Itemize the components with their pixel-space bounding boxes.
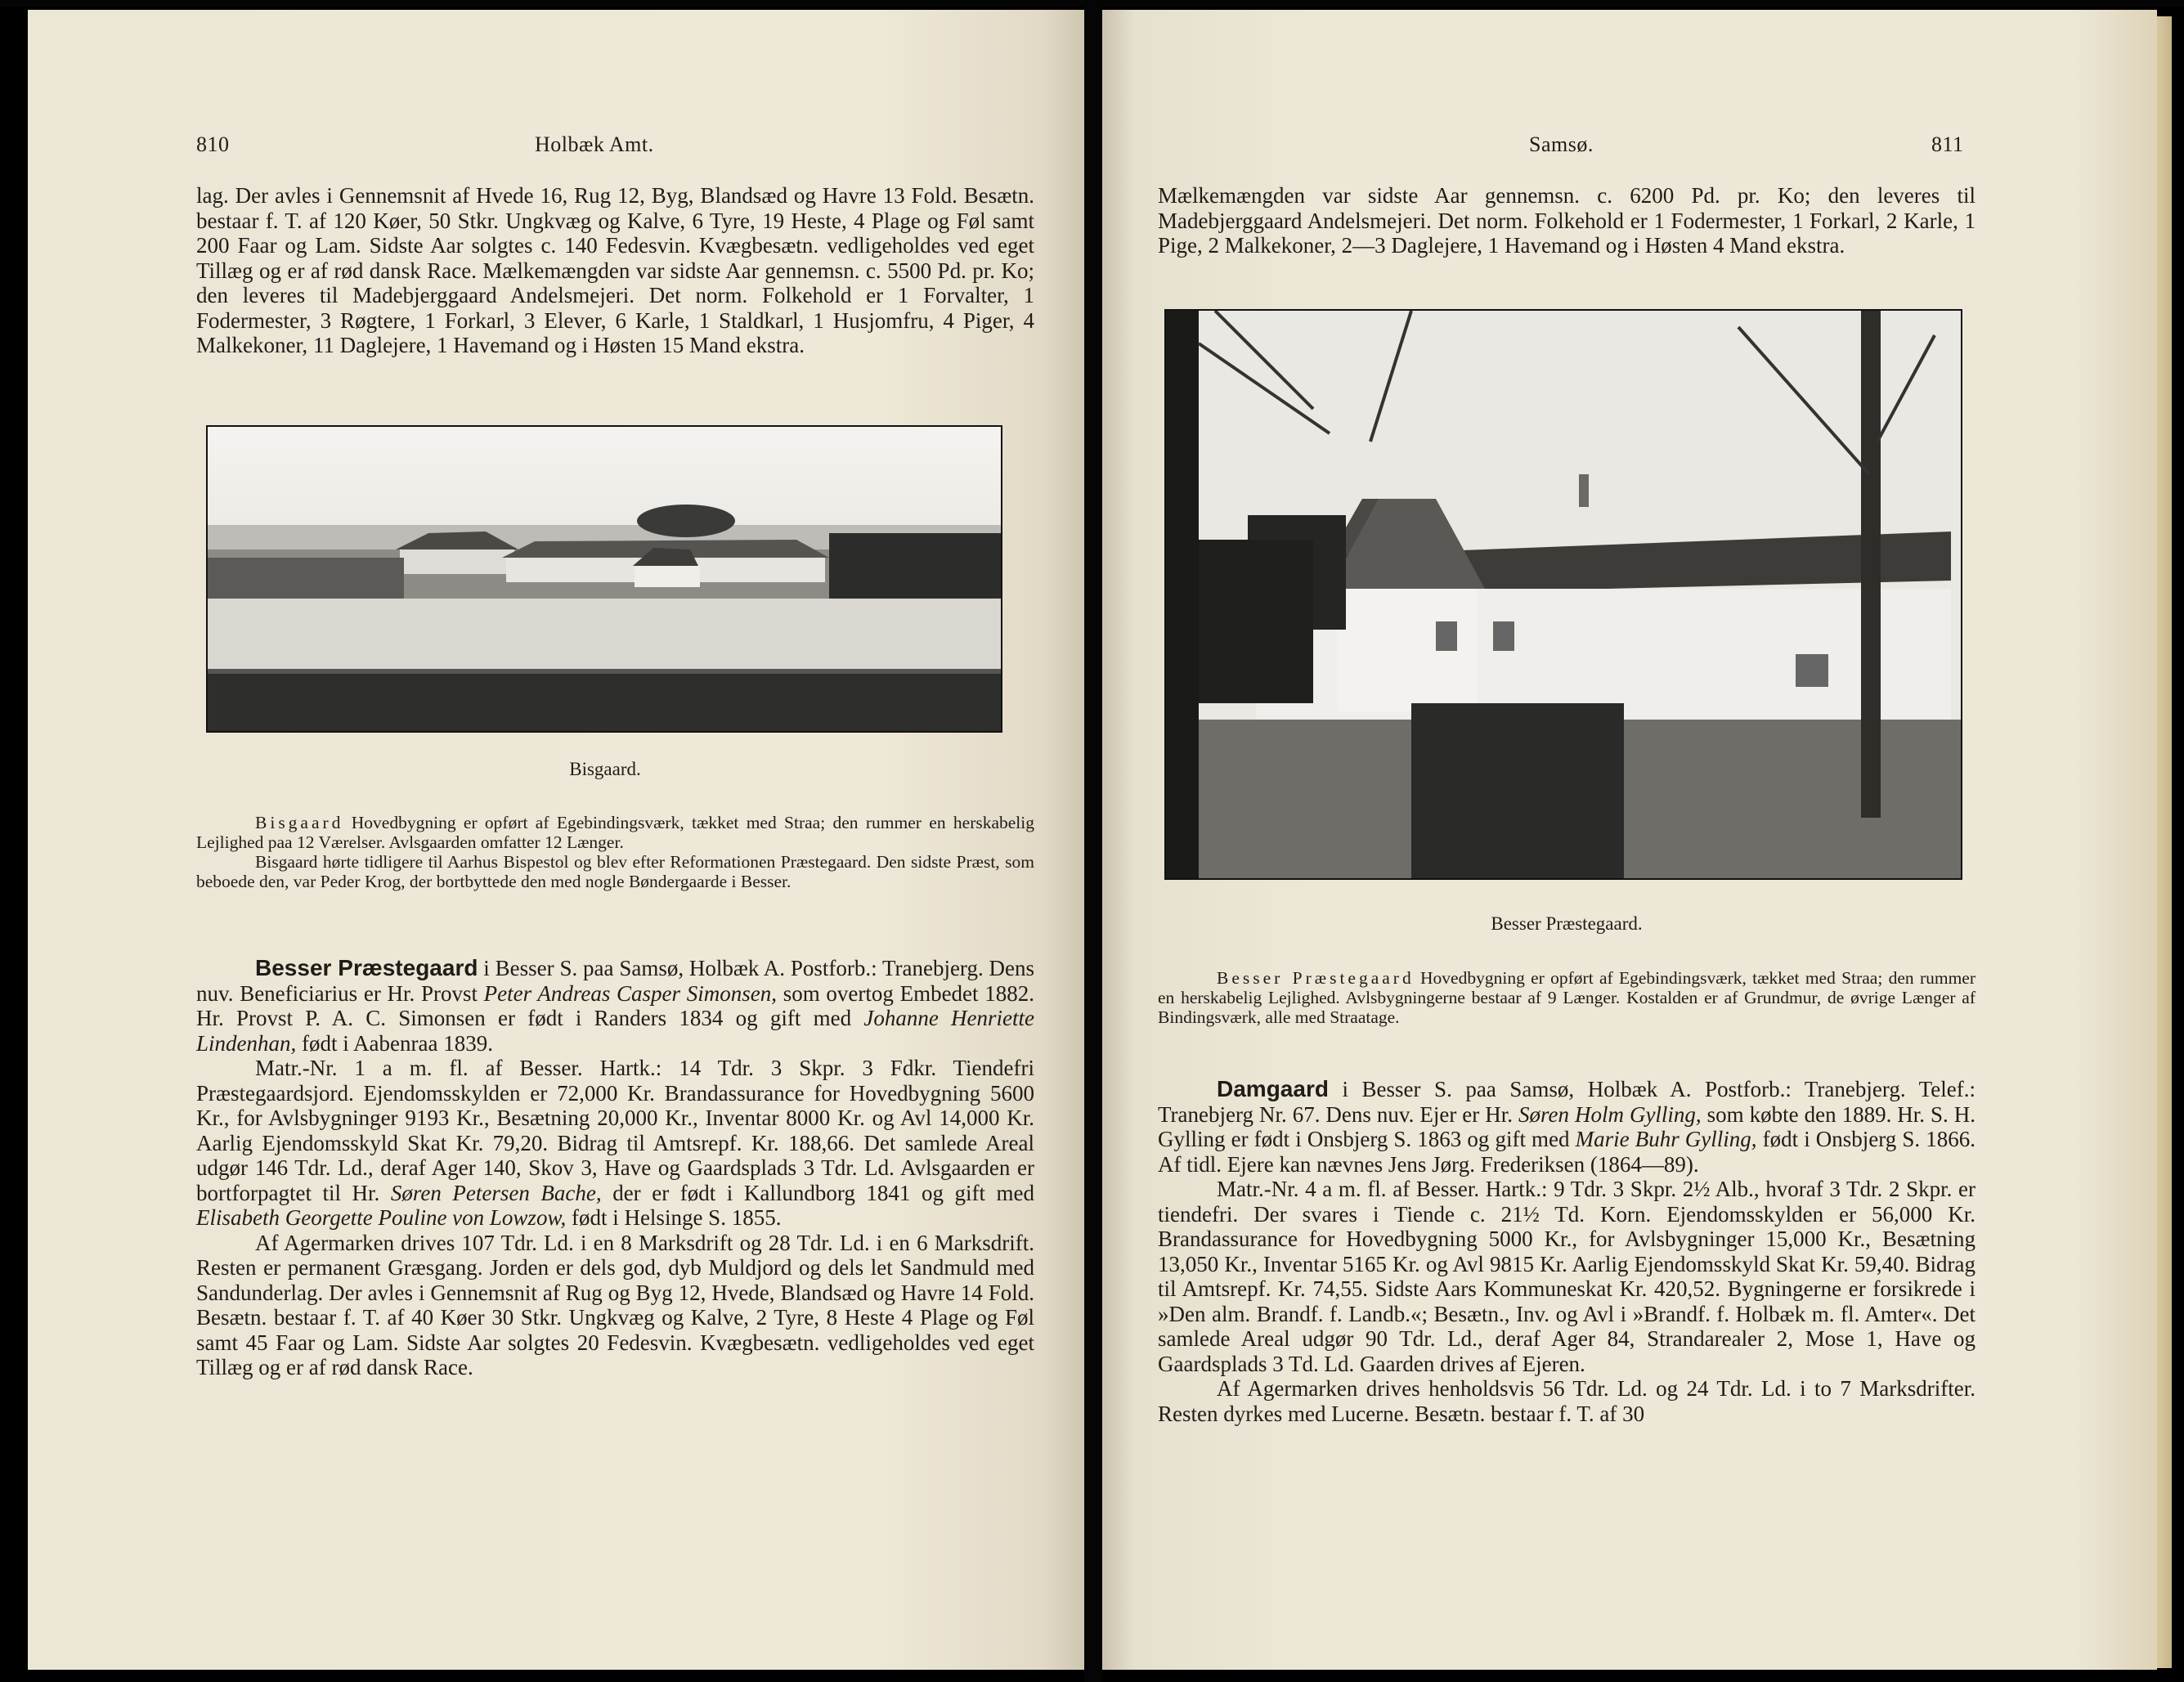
note-text: Hovedbygning er opført af Egebindingsværk, tækket med Straa; den rummer en herskabelig Lejlighed paa 12 Værelser. Avlsgaarden omfatter 12 Længer. bbox=[196, 813, 1035, 852]
person-name: Søren Holm Gylling, bbox=[1518, 1101, 1702, 1127]
entry-text: Af Agermarken drives henholdsvis 56 Tdr. Ld. og 24 Tdr. Ld. i to 7 Marksdrifter. Resten dyrkes med Lucerne. Besætn. bestaar f. T. af 30 bbox=[1158, 1376, 1975, 1426]
entry-text: der er født i Kallundborg 1841 og gift med bbox=[612, 1180, 1035, 1205]
bisgaard-photo bbox=[206, 425, 1002, 733]
running-head: Holbæk Amt. bbox=[535, 132, 654, 156]
entry-text: som overtog Embedet 1882. Hr. Provst P. A. C. Simonsen er født i Randers 1834 og gift med bbox=[196, 980, 1034, 1030]
entry-text: født i Onsbjerg S. 1866. Af tidl. Ejere kan nævnes Jens Jørg. Frederiksen (1864—89). bbox=[1158, 1127, 1975, 1177]
person-name: Peter Andreas Casper Simonsen, bbox=[483, 980, 777, 1006]
book-spine bbox=[1084, 0, 1102, 1682]
photo-caption: Besser Præstegaard. bbox=[1491, 913, 1643, 934]
running-head: Samsø. bbox=[1529, 132, 1594, 156]
page-edge bbox=[2157, 16, 2172, 1668]
entry-title: Damgaard bbox=[1217, 1076, 1329, 1101]
entry-text: som købte den 1889. Hr. S. H. Gylling er født i Onsbjerg S. 1863 og gift med bbox=[1158, 1101, 1976, 1151]
continued-paragraph bbox=[196, 183, 1034, 358]
right-page bbox=[1102, 10, 2157, 1670]
person-name: Elisabeth Georgette Pouline von Lowzow, bbox=[196, 1205, 567, 1230]
entry-text: Matr.-Nr. 4 a m. fl. af Besser. Hartk.: 9 Tdr. 3 Skpr. 2½ Alb., hvoraf 3 Tdr. 2 Skpr. er tiendefri. Der svares i Tiende c. 21½ Td. Korn. Ejendomsskylden er 56,000 Kr. Brandassurance for Hovedbygning 5000 Kr., for Avlsbygninger 15,000 Kr., Besætning 13,050 Kr., Inventar 5165 Kr. og Avl 9815 Kr. Aarlig Ejendomsskyld Skat Kr. 59,40. Bidrag til Amtsrepf. Kr. 74,55. Sidste Aars Kommuneskat Kr. 420,52. Bygningerne er forsikrede i »Den alm. Brandf. f. Landb.«; Besætn., Inv. og Avl i »Brandf. f. Holbæk m. fl. Amter«. Det samlede Areal udgør 90 Tdr. Ld., deraf Ager 84, Strandarealer 2, Mose 1, Have og Gaardsplads 3 Td. Ld. Gaarden drives af Ejeren. bbox=[1158, 1177, 1975, 1376]
left-page bbox=[28, 10, 1084, 1670]
entry-besser-praestegaard bbox=[196, 956, 1034, 1380]
note-text: Hovedbygning er opført af Egebindingsværk, tækket med Straa; den rummer en herskabelig Lejlighed. Avlsbygningerne bestaar af 9 Længer. Kostalden er af Grundmur, de øvrige Længer af Bindingsværk, alle med Straatage. bbox=[1158, 968, 1976, 1027]
photo-caption: Bisgaard. bbox=[569, 759, 641, 779]
person-name: Johanne Henriette Lindenhan, bbox=[196, 1006, 1035, 1056]
continued-paragraph bbox=[1158, 183, 1975, 258]
page-number: 810 bbox=[196, 132, 230, 156]
person-name: Marie Buhr Gylling, bbox=[1575, 1127, 1757, 1151]
page-number: 811 bbox=[1931, 132, 1964, 156]
photo-note bbox=[1158, 968, 1975, 1027]
entry-title: Besser Præstegaard bbox=[255, 955, 478, 980]
entry-text: født i Helsinge S. 1855. bbox=[571, 1205, 782, 1230]
entry-damgaard bbox=[1158, 1077, 1975, 1426]
note-subject: Besser Præstegaard bbox=[1217, 968, 1415, 988]
paragraph-text: Mælkemængden var sidste Aar gennemsn. c. 6200 Pd. pr. Ko; den leveres til Madebjerggaard Andelsmejeri. Det norm. Folkehold er 1 Fodermester, 1 Forkarl, 2 Karle, 1 Pige, 2 Malkekoner, 2—3 Daglejere, 1 Havemand og i Høsten 4 Mand ekstra. bbox=[1158, 183, 1975, 258]
entry-text: i Besser S. paa Samsø, Holbæk A. Postforb.: Tranebjerg. Telef.: Tranebjerg Nr. 67. Dens nuv. Ejer er Hr. bbox=[1158, 1077, 1975, 1127]
photo-note bbox=[196, 813, 1034, 891]
entry-text: i Besser S. paa Samsø, Holbæk A. Postforb.: Tranebjerg. Dens nuv. Beneficiarius er Hr. Provst bbox=[196, 956, 1035, 1006]
entry-text: Matr.-Nr. 1 a m. fl. af Besser. Hartk.: 14 Tdr. 3 Skpr. 3 Fdkr. Tiendefri Præstegaardsjord. Ejendomsskylden er 72,000 Kr. Brandassurance for Hovedbygning 5600 Kr., for Avlsbygninger 9193 Kr., Besætning 20,000 Kr., Inventar 8000 Kr. og Avl 14,000 Kr. Aarlig Ejendomsskyld Skat Kr. 79,20. Bidrag til Amtsrepf. Kr. 188,66. Det samlede Areal udgør 146 Tdr. Ld., deraf Ager 140, Skov 3, Have og Gaardsplads 3 Tdr. Ld. Avlsgaarden er bortforpagtet til Hr. bbox=[196, 1056, 1034, 1205]
paragraph-text: lag. Der avles i Gennemsnit af Hvede 16, Rug 12, Byg, Blandsæd og Havre 13 Fold. Besætn. bestaar f. T. af 120 Køer, 50 Stkr. Ungkvæg og Kalve, 6 Tyre, 19 Heste, 4 Plage og Føl samt 200 Faar og Lam. Sidste Aar solgtes c. 140 Fedesvin. Kvægbesætn. vedligeholdes ved eget Tillæg og er af rød dansk Race. Mælkemængden var sidste Aar gennemsn. c. 5500 Pd. pr. Ko; den leveres til Madebjerggaard Andelsmejeri. Det norm. Folkehold er 1 Forvalter, 1 Fodermester, 3 Røgtere, 1 Forkarl, 3 Elever, 6 Karle, 1 Staldkarl, 1 Husjomfru, 4 Piger, 4 Malkekoner, 11 Daglejere, 1 Havemand og i Høsten 15 Mand ekstra. bbox=[196, 183, 1034, 357]
besser-praestegaard-photo bbox=[1164, 309, 1962, 880]
person-name: Søren Petersen Bache, bbox=[390, 1180, 602, 1205]
note-text: Bisgaard hørte tidligere til Aarhus Bispestol og blev efter Reformationen Præstegaard. Den sidste Præst, som beboede den, var Peder Krog, der bortbyttede den med nogle Bøndergaarde i Besser. bbox=[196, 852, 1034, 891]
entry-text: Af Agermarken drives 107 Tdr. Ld. i en 8 Marksdrift og 28 Tdr. Ld. i en 6 Marksdrift. Resten er permanent Græsgang. Jorden er dels god, dyb Muldjord og dels let Sandmuld med Sandunderlag. Der avles i Gennemsnit af Rug og Byg 12, Hvede, Blandsæd og Havre 14 Fold. Besætn. bestaar f. T. af 40 Køer 30 Stkr. Ungkvæg og Kalve, 2 Tyre, 8 Heste 4 Plage og Føl samt 45 Faar og Lam. Sidste Aar solgtes 20 Fedesvin. Kvægbesætn. vedligeholdes ved eget Tillæg og er af rød dansk Race. bbox=[196, 1230, 1034, 1379]
entry-text: født i Aabenraa 1839. bbox=[302, 1030, 493, 1056]
note-subject: Bisgaard bbox=[255, 813, 344, 832]
